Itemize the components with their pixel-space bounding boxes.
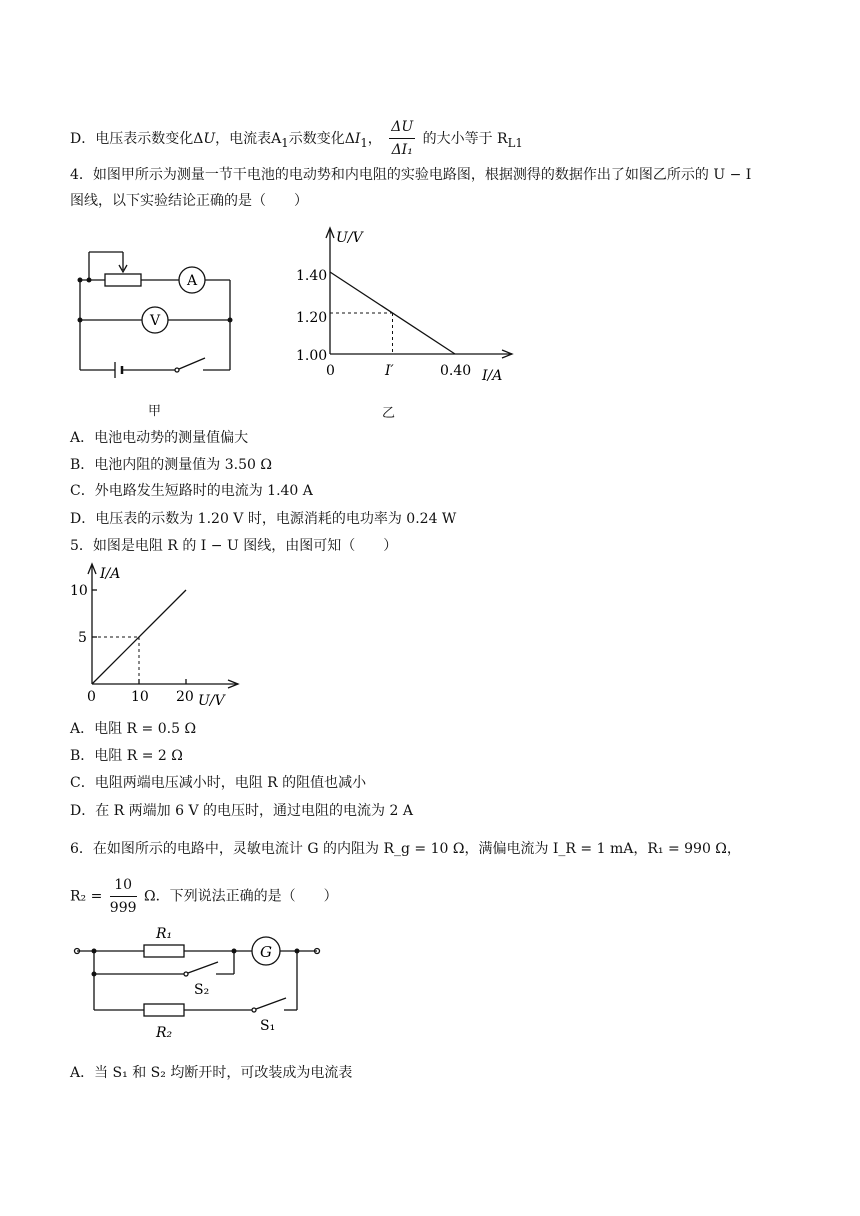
q5-y-tick-5: 5 (78, 630, 87, 646)
q4-x-axis-label: I/A (482, 368, 503, 384)
q5-option-d: D．在 R 两端加 6 V 的电压时，通过电阻的电流为 2 A (70, 803, 413, 819)
q4-stem-line1: 4．如图甲所示为测量一节干电池的电动势和内电阻的实验电路图，根据测得的数据作出了如图乙所示的 U − I (70, 167, 752, 183)
q6-r2-label: R₂ = (70, 888, 103, 905)
q5-option-c: C．电阻两端电压减小时，电阻 R 的阻值也减小 (70, 775, 367, 791)
q5-stem: 5．如图是电阻 R 的 I − U 图线，由图可知（ ） (70, 538, 398, 554)
q6-galvanometer-label: G (260, 943, 272, 961)
q3-tail-text: 的大小等于 R (422, 130, 508, 147)
q4-y-axis-label: U/V (336, 230, 363, 246)
q6-frac-num: 10 (110, 874, 137, 897)
q3-option-d (70, 116, 523, 161)
q4-stem-line2: 图线，以下实验结论正确的是（ ） (70, 193, 308, 209)
q4-option-d: D．电压表的示数为 1.20 V 时，电源消耗的电功率为 0.24 W (70, 511, 457, 527)
q3-frac-num: ΔU (389, 116, 415, 139)
q4-caption-b: 乙 (382, 406, 396, 421)
q6-fraction (110, 874, 137, 919)
q6-stem-line1: 6．在如图所示的电路中，灵敏电流计 G 的内阻为 R_g = 10 Ω，满偏电流为 I_R = 1 mA，R₁ = 990 Ω， (70, 841, 741, 857)
q6-s2-label: S₂ (194, 982, 210, 998)
q4-x-tick-0.40: 0.40 (440, 363, 472, 379)
q5-y-axis-label: I/A (100, 566, 121, 582)
q6-option-a: A．当 S₁ 和 S₂ 均断开时，可改装成为电流表 (70, 1065, 353, 1081)
q5-option-b: B．电阻 R = 2 Ω (70, 748, 183, 764)
q4-y-tick-1.40: 1.40 (296, 268, 328, 284)
q5-x-tick-10: 10 (131, 689, 149, 705)
q5-x-tick-0: 0 (87, 689, 96, 705)
q3-frac-den: ΔI₁ (391, 142, 413, 158)
q5-x-axis-label: U/V (198, 693, 225, 708)
q4-ammeter-label: A (186, 273, 198, 289)
q4-ui-chart (290, 222, 520, 387)
q6-r2-circuit-label: R₂ (156, 1025, 173, 1041)
q4-voltmeter-label: V (149, 313, 161, 329)
q6-stem-suffix: Ω．下列说法正确的是（ ） (143, 888, 338, 905)
q6-frac-den: 999 (109, 900, 137, 916)
q3-option-d-text: D．电压表示数变化ΔU，电流表$A_1$示数变化$\Delta I_1$， (70, 130, 382, 150)
q4-x-tick-0: 0 (326, 363, 335, 379)
q5-iu-chart (68, 560, 243, 708)
q6-stem-line2 (70, 874, 338, 919)
q4-y-tick-1.20: 1.20 (296, 310, 328, 326)
q3-tail-sub: L1 (507, 135, 523, 150)
q4-option-a: A．电池电动势的测量值偏大 (70, 430, 249, 446)
q4-caption-a: 甲 (148, 404, 162, 419)
q3-fraction (389, 116, 415, 161)
q3-tail (422, 130, 523, 150)
q6-circuit-diagram (72, 918, 322, 1043)
q5-x-tick-20: 20 (176, 689, 194, 705)
q5-option-a: A．电阻 R = 0.5 Ω (70, 721, 197, 737)
q4-y-tick-1.00: 1.00 (296, 348, 328, 364)
q4-circuit-diagram (75, 240, 240, 380)
q4-option-c: C．外电路发生短路时的电流为 1.40 A (70, 483, 313, 499)
q4-option-b: B．电池内阻的测量值为 3.50 Ω (70, 457, 272, 473)
q4-x-tick-i-prime: I′ (385, 363, 394, 379)
q5-y-tick-10: 10 (70, 583, 88, 599)
q6-s1-label: S₁ (260, 1018, 276, 1034)
q6-r1-label: R₁ (156, 926, 173, 942)
